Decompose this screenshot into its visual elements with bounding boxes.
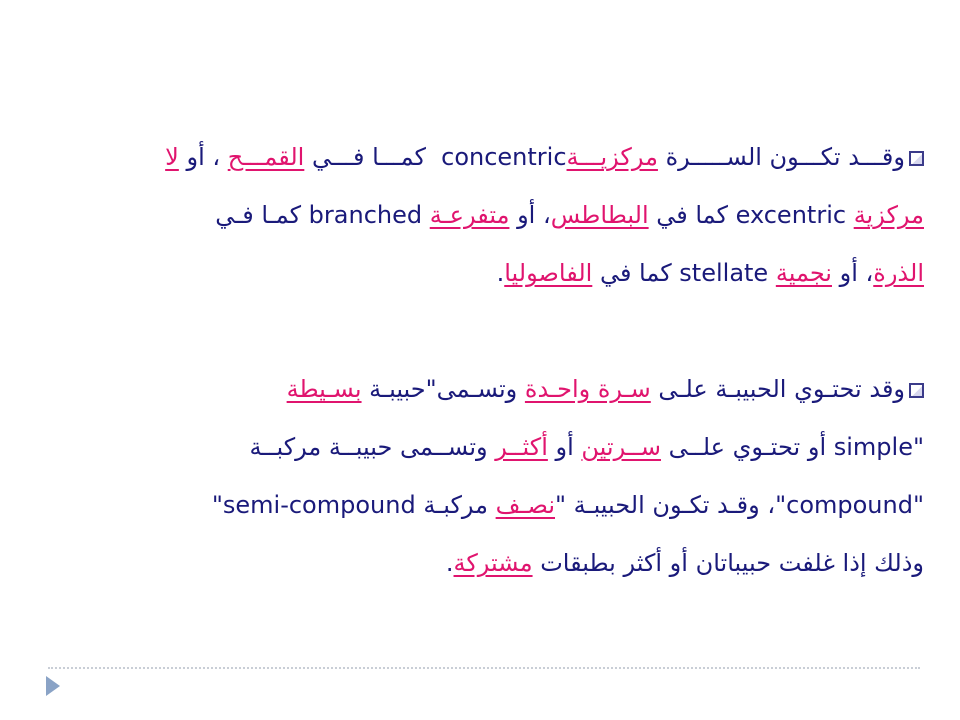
text-run: أو [547, 433, 582, 461]
square-bullet-icon [909, 383, 924, 398]
text-run: ، أو [831, 259, 874, 287]
text-run: كما في [592, 259, 672, 287]
english-term: branched [301, 201, 430, 229]
highlighted-term: لا [165, 143, 179, 171]
paragraph-1-line-1 [26, 128, 924, 186]
english-term: "semi-compound [211, 491, 416, 519]
text-run: . [496, 259, 505, 287]
english-term: simple" [833, 433, 924, 461]
text-run: ، أو [509, 201, 551, 229]
highlighted-term: مركزيـــة [566, 143, 658, 171]
text-run: كمـــا فـــي [304, 143, 434, 171]
paragraph-2 [26, 360, 924, 592]
highlighted-term: بسـيطة [286, 375, 362, 403]
play-arrow-icon [46, 676, 60, 696]
highlighted-term: مركزية [853, 201, 924, 229]
text-run: ، أو [178, 143, 228, 171]
text-run: كمـا فـي [215, 201, 302, 229]
highlighted-term: متفرعـة [429, 201, 510, 229]
paragraph-1-line-2 [26, 186, 924, 244]
slide-content [26, 128, 924, 592]
english-term: "compound" [775, 491, 924, 519]
highlighted-term: سـرة واحـدة [524, 375, 651, 403]
text-run: وتســمى حبيبــة مركبــة [249, 433, 496, 461]
text-run: مركبـة [415, 491, 496, 519]
paragraph-2-line-1 [26, 360, 924, 418]
highlighted-term: الفاصوليا [504, 259, 593, 287]
paragraph-2-line-2 [26, 418, 924, 476]
paragraph-1-line-3 [26, 244, 924, 302]
text-run: . [445, 549, 454, 577]
text-run: وتسـمى"حبيبـة [361, 375, 525, 403]
english-term: excentric [727, 201, 854, 229]
text-run: وقد تحتـوي الحبيبـة علـى [650, 375, 905, 403]
paragraph-2-line-3 [26, 476, 924, 534]
english-term: stellate [671, 259, 776, 287]
text-run: وقـــد تكـــون الســـــرة [657, 143, 905, 171]
footer-divider [48, 667, 920, 669]
highlighted-term: ســرتين [581, 433, 661, 461]
highlighted-term: الذرة [873, 259, 924, 287]
text-run: ، وقـد تكـون الحبيبـة " [555, 491, 776, 519]
highlighted-term: نصـف [495, 491, 555, 519]
paragraph-2-line-4 [26, 534, 924, 592]
text-run: أو تحتـوي علــى [661, 433, 834, 461]
highlighted-term: أكثــر [495, 433, 548, 461]
highlighted-term: البطاطس [550, 201, 649, 229]
text-run: كما في [648, 201, 728, 229]
square-bullet-icon [909, 151, 924, 166]
paragraph-1 [26, 128, 924, 302]
highlighted-term: القمـــح [227, 143, 305, 171]
text-run: وذلك إذا غلفت حبيباتان أو أكثر بطبقات [532, 549, 924, 577]
english-term: concentric [433, 143, 567, 171]
highlighted-term: نجمية [775, 259, 832, 287]
highlighted-term: مشتركة [453, 549, 533, 577]
